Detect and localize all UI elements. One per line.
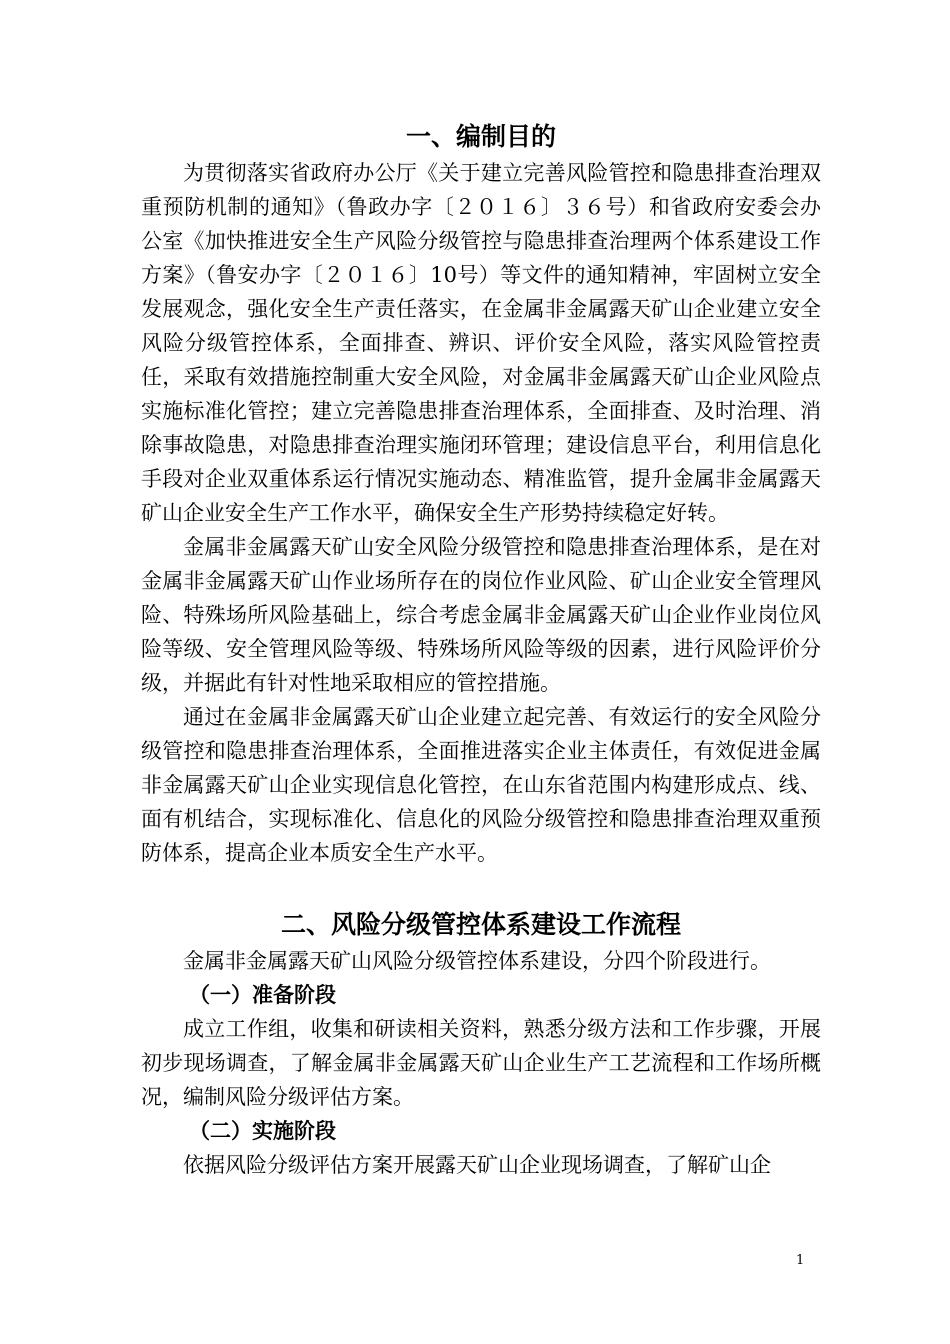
page-number: 1 bbox=[796, 1253, 805, 1268]
section-2-intro: 金属非金属露天矿山风险分级管控体系建设，分四个阶段进行。 bbox=[183, 949, 771, 973]
section-1-title: 一、编制目的 bbox=[405, 122, 556, 151]
section-2-title: 二、风险分级管控体系建设工作流程 bbox=[280, 910, 681, 939]
stage-1-text: 成立工作组，收集和研读相关资料，熟悉分级方法和工作步骤，开展初步现场调查，了解金属非金属露天矿山企业生产工艺流程和工作场所概况，编制风险分级评估方案。 bbox=[141, 1017, 821, 1109]
page-content bbox=[141, 118, 821, 1182]
stage-2-title: （二）实施阶段 bbox=[189, 1119, 336, 1143]
section-1-paragraph-2: 金属非金属露天矿山安全风险分级管控和隐患排查治理体系，是在对金属非金属露天矿山作业场所存在的岗位作业风险、矿山企业安全管理风险、特殊场所风险基础上，综合考虑金属非金属露天矿山企业作业岗位风险等级、安全管理风险等级、特殊场所风险等级的因素，进行风险评价分级，并据此有针对性地采取相应的管控措施。 bbox=[141, 535, 821, 695]
stage-1-title: （一）准备阶段 bbox=[189, 983, 336, 1007]
stage-2-text: 依据风险分级评估方案开展露天矿山企业现场调查，了解矿山企 bbox=[183, 1153, 771, 1177]
section-1-paragraph-3: 通过在金属非金属露天矿山企业建立起完善、有效运行的安全风险分级管控和隐患排查治理体系，全面推进落实企业主体责任，有效促进金属非金属露天矿山企业实现信息化管控，在山东省范围内构建形成点、线、面有机结合，实现标准化、信息化的风险分级管控和隐患排查治理双重预防体系，提高企业本质安全生产水平。 bbox=[141, 705, 821, 865]
section-1-paragraph-1: 为贯彻落实省政府办公厅《关于建立完善风险管控和隐患排查治理双重预防机制的通知》（鲁政办字〔２０１６〕３６号）和省政府安委会办公室《加快推进安全生产风险分级管控与隐患排查治理两个体系建设工作方案》（鲁安办字〔２０１６〕10号）等文件的通知精神，牢固树立安全发展观念，强化安全生产责任落实，在金属非金属露天矿山企业建立安全风险分级管控体系，全面排查、辨识、评价安全风险，落实风险管控责任，采取有效措施控制重大安全风险，对金属非金属露天矿山企业风险点实施标准化管控；建立完善隐患排查治理体系，全面排查、及时治理、消除事故隐患，对隐患排查治理实施闭环管理；建设信息平台，利用信息化手段对企业双重体系运行情况实施动态、精准监管，提升金属非金属露天矿山企业安全生产工作水平，确保安全生产形势持续稳定好转。 bbox=[141, 161, 821, 525]
